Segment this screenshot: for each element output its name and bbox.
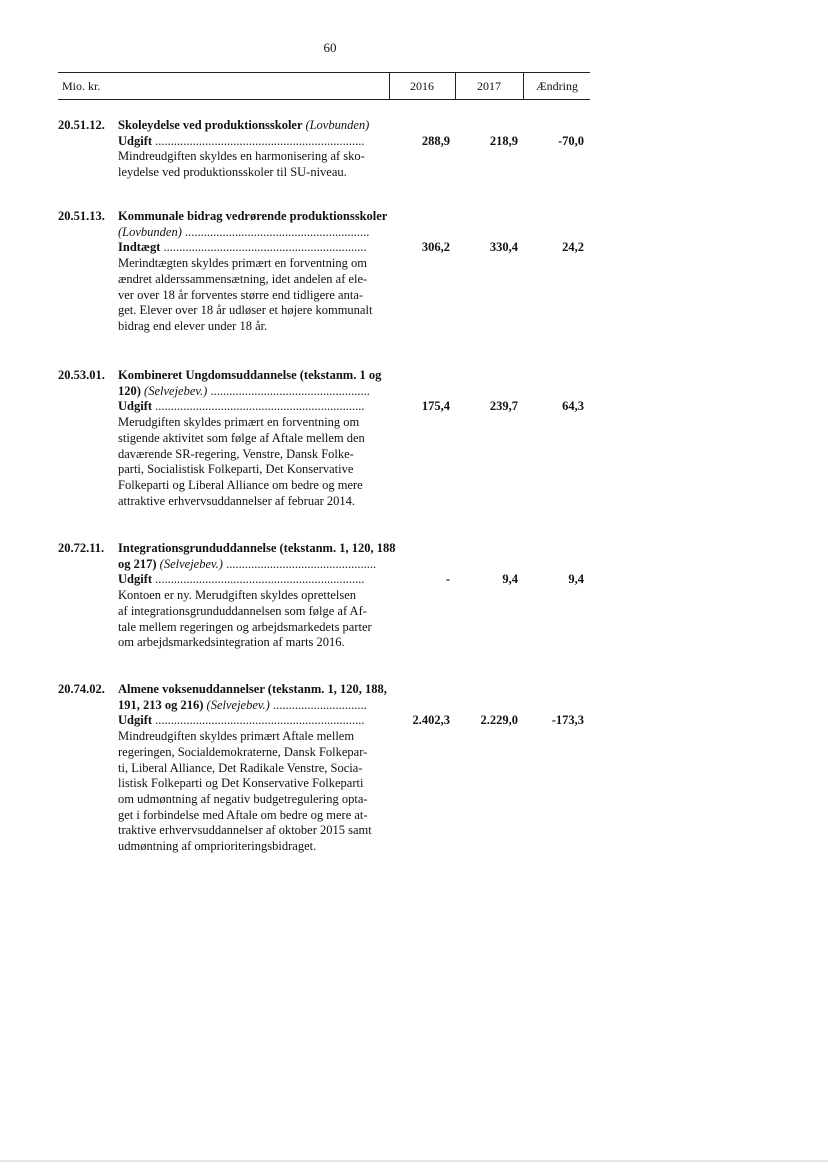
value-change: 64,3	[562, 399, 584, 414]
account-type: (Selvejebev.)	[206, 697, 270, 712]
account-title: Almene voksenuddannelser (tekstanm. 1, 120, 188,	[118, 682, 387, 696]
value-change: -70,0	[557, 133, 584, 148]
value-2017: 2.229,0	[480, 713, 518, 728]
account-description: Kontoen er ny. Merudgiften skyldes oprettelsen af integrationsgrunduddannelsen som følge af Af- tale mellem regeringen og arbejdsmarkedets parter om arbejdsmarkedsintegration af marts 2016.	[118, 588, 372, 650]
value-2017: 9,4	[502, 572, 518, 587]
account-title: Kombineret Ungdomsuddannelse (tekstanm. 1 og	[118, 368, 382, 382]
account-title: Kommunale bidrag vedrørende produktionsskoler	[118, 209, 388, 223]
amount-label: Indtægt .................................................................	[118, 240, 367, 255]
header-bottom-rule	[58, 99, 590, 100]
value-2017: 218,9	[489, 133, 518, 148]
account-description: Mindreudgiften skyldes en harmonisering af sko- leydelse ved produktionsskoler til SU-niveau.	[118, 149, 365, 180]
account-code: 20.51.13.	[58, 209, 105, 223]
account-type: (Selvejebev.)	[144, 383, 208, 398]
value-2016: 288,9	[421, 133, 450, 148]
value-2016: 175,4	[421, 399, 450, 414]
header-year-2016: 2016	[410, 79, 434, 93]
account-description: Merindtægten skyldes primært en forventning om ændret alderssammensætning, idet andelen af ele- ver over 18 år forventes større end tidligere anta- get. Elever over 18 år udløser et højere kommunalt bidrag end elever under 18 år.	[118, 256, 373, 333]
account-title: Skoleydelse ved produktionsskoler (Lovbunden)	[118, 118, 370, 132]
account-description: Mindreudgiften skyldes primært Aftale mellem regeringen, Socialdemokraterne, Dansk Folkepar- ti, Liberal Alliance, Det Radikale Venstre, Socia- listisk Folkeparti og Det Konservative Folkeparti om udmøntning af negativ budgetregulering opta- get i forbindelse med Aftale om bedre og mere at- traktive erhvervsuddannelser af oktober 2015 samt udmøntning af omprioriteringsbidraget.	[118, 729, 372, 854]
amount-label: Udgift ...................................................................	[118, 399, 365, 414]
account-type: (Lovbunden)	[118, 224, 182, 239]
page-number: 60	[323, 40, 337, 55]
value-2017: 239,7	[489, 399, 518, 414]
account-code: 20.51.12.	[58, 118, 105, 132]
account-type: (Lovbunden)	[305, 118, 370, 132]
account-code: 20.74.02.	[58, 682, 105, 696]
header-year-2017: 2017	[477, 79, 501, 93]
account-description: Merudgiften skyldes primært en forventning om stigende aktivitet som følge af Aftale mellem den daværende SR-regering, Venstre, Dansk Folke- parti, Socialistisk Folkeparti, Det Konservative Folkeparti og Liberal Alliance om bedre og mere attraktive erhvervsuddannelser af februar 2014.	[118, 415, 365, 508]
value-change: 24,2	[562, 240, 584, 255]
account-title: Integrationsgrunduddannelse (tekstanm. 1, 120, 188	[118, 541, 396, 555]
account-type: (Selvejebev.)	[159, 556, 223, 571]
value-2016: -	[445, 572, 450, 587]
header-unit: Mio. kr.	[62, 79, 101, 93]
value-change: -173,3	[551, 713, 584, 728]
value-change: 9,4	[568, 572, 584, 587]
amount-label: Udgift ...................................................................	[118, 133, 365, 148]
value-2016: 306,2	[421, 240, 450, 255]
amount-label: Udgift ...................................................................	[118, 713, 365, 728]
value-2016: 2.402,3	[412, 713, 450, 728]
account-code: 20.53.01.	[58, 368, 105, 382]
account-code: 20.72.11.	[58, 541, 105, 555]
value-2017: 330,4	[489, 240, 518, 255]
header-top-rule	[58, 72, 590, 73]
header-change: Ændring	[536, 79, 578, 93]
scan-edge	[0, 1160, 828, 1162]
amount-label: Udgift ...................................................................	[118, 572, 365, 587]
